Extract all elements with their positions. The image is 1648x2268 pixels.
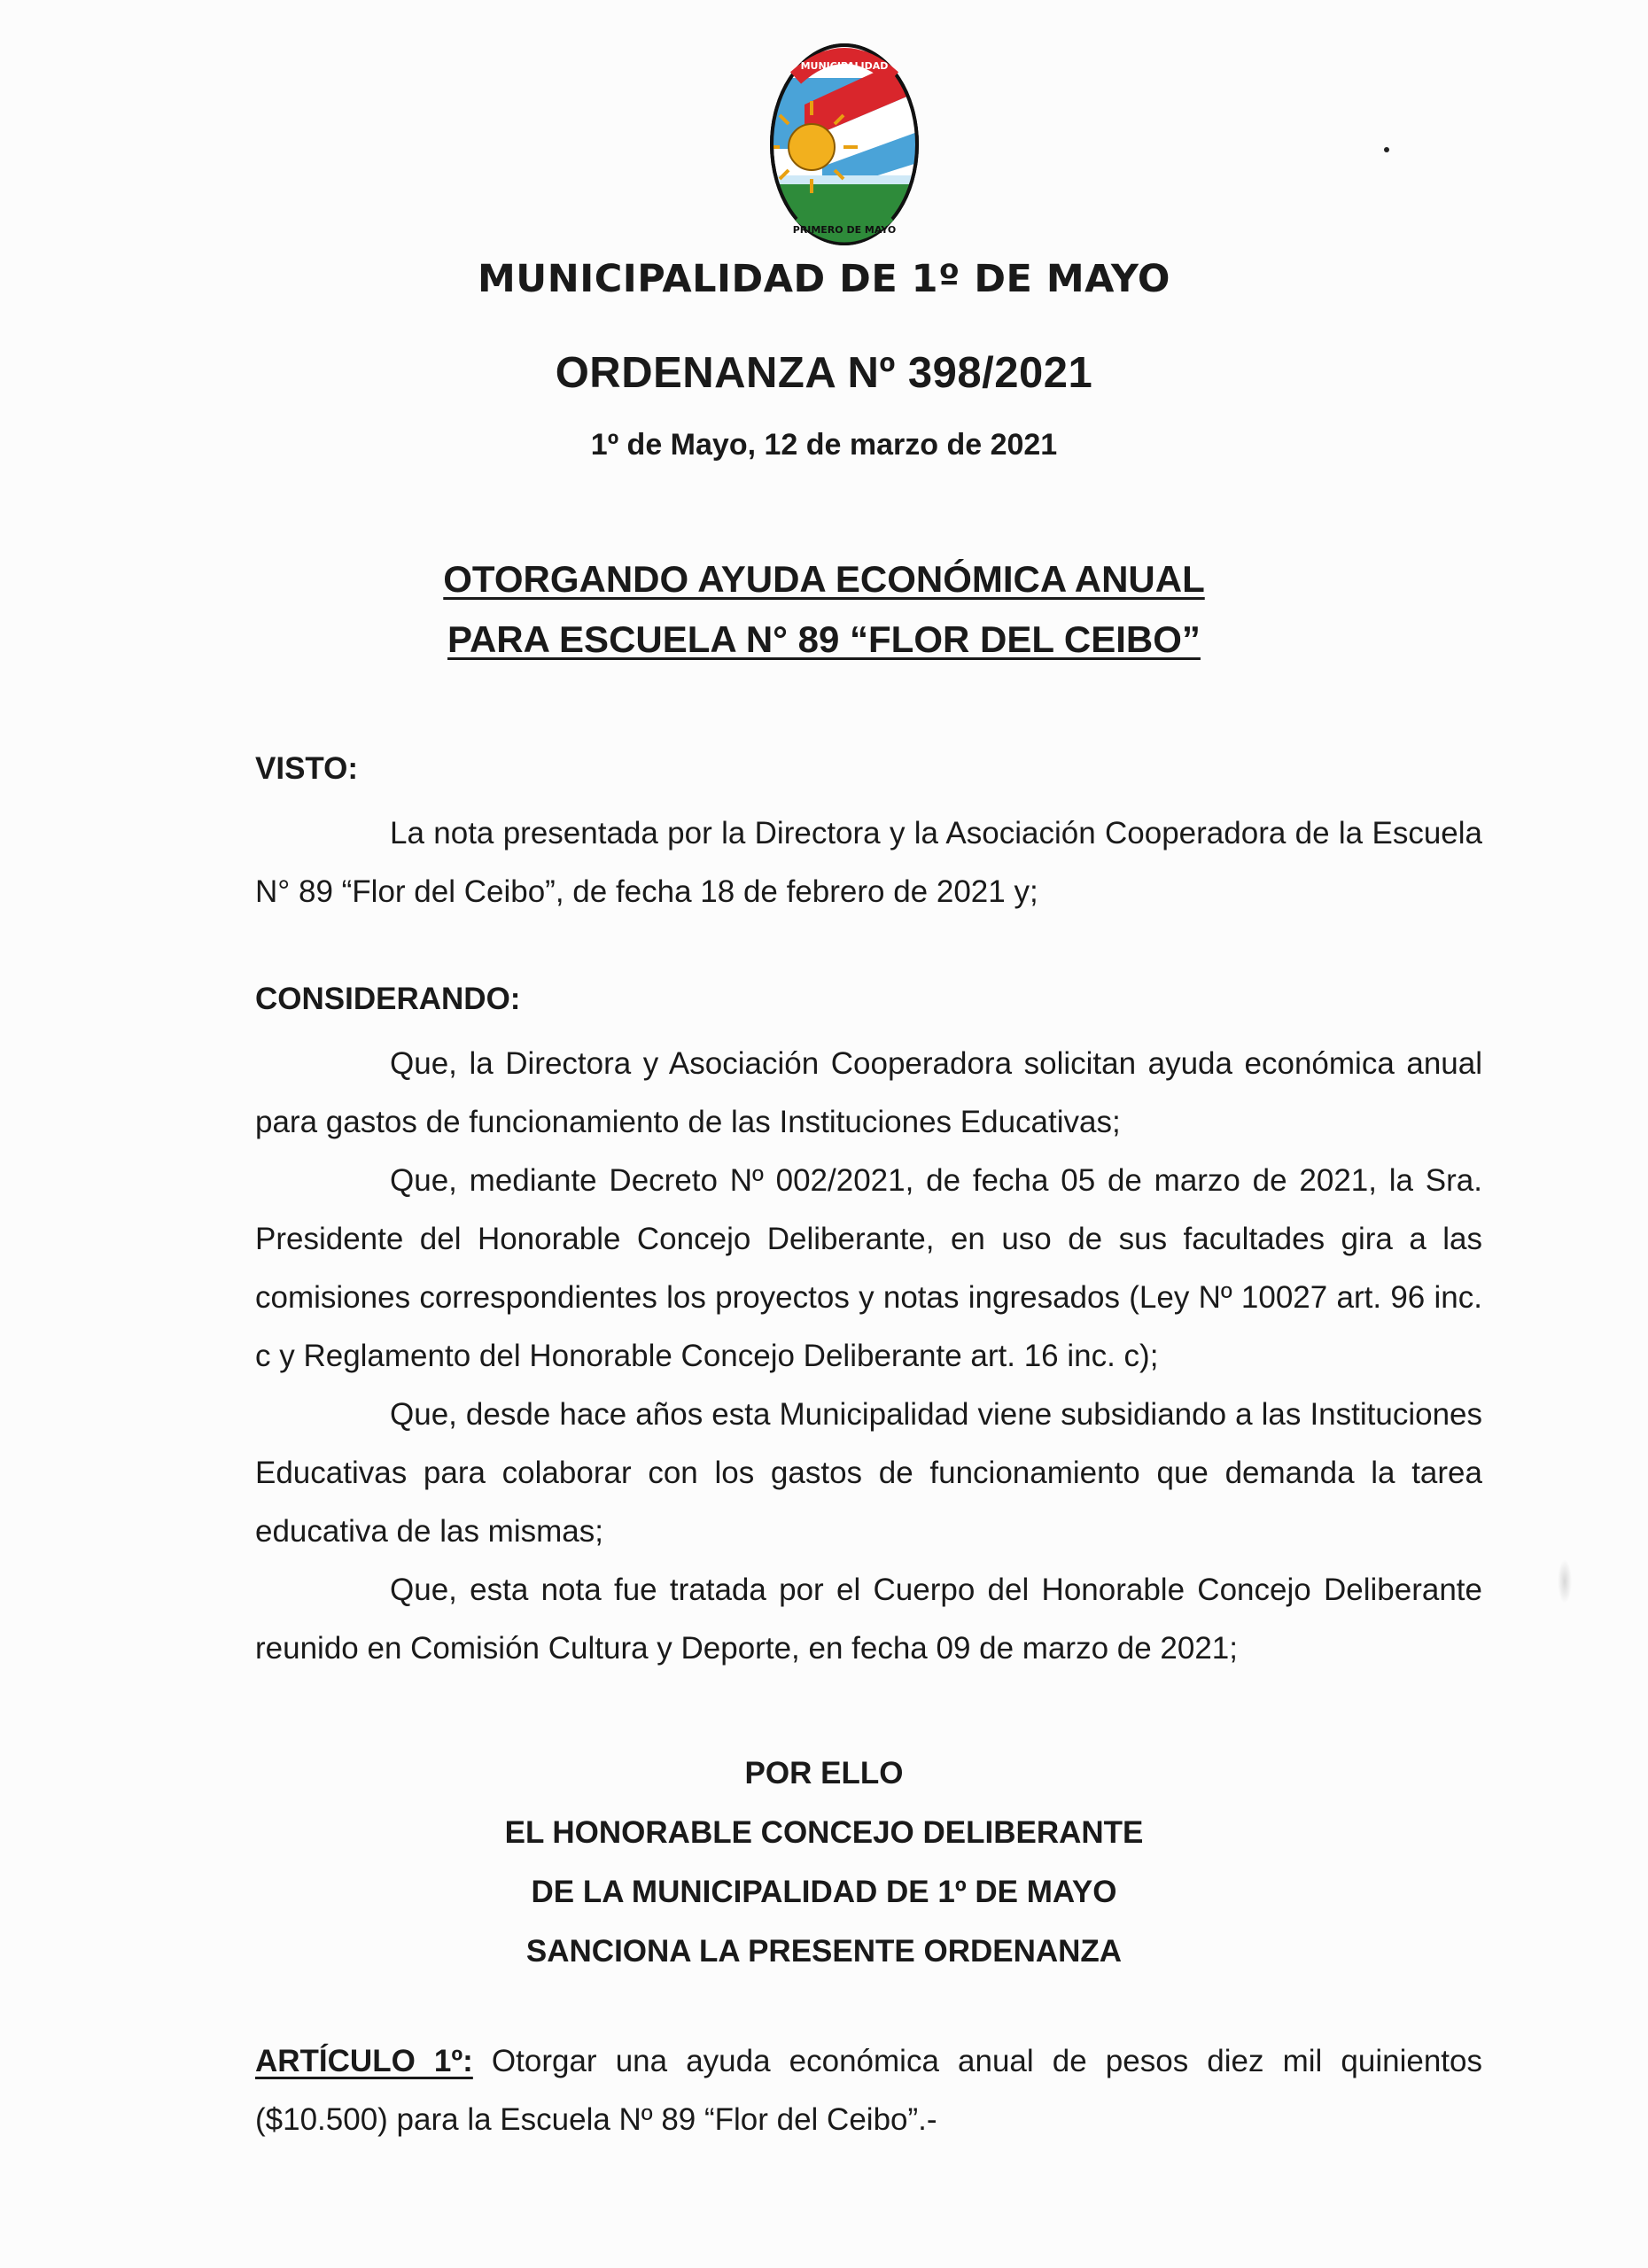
svg-text:PRIMERO DE MAYO: PRIMERO DE MAYO [792,224,897,236]
subject-line-1: OTORGANDO AYUDA ECONÓMICA ANUAL [443,558,1205,600]
article-1-text: Otorgar una ayuda económica anual de pesos diez mil quinientos ($10.500) para la Escuela Nº 89 “Flor del Ceibo”.- [255,2044,1482,2137]
article-1-label: ARTÍCULO 1º: [255,2044,473,2078]
considerando-heading: CONSIDERANDO: [255,982,521,1016]
scan-smudge [1558,1559,1572,1604]
article-1 [255,2032,1482,2149]
resolution-line-3: DE LA MUNICIPALIDAD DE 1º DE MAYO [531,1875,1117,1909]
scan-speck [1384,147,1389,152]
visto-heading: VISTO: [255,751,359,786]
resolution-line-1: POR ELLO [744,1756,904,1790]
ordinance-date: 1º de Mayo, 12 de marzo de 2021 [590,428,1058,462]
resolution-line-2: EL HONORABLE CONCEJO DELIBERANTE [504,1815,1144,1850]
municipal-seal-logo [769,43,920,246]
municipality-title: MUNICIPALIDAD DE 1º DE MAYO [478,257,1170,301]
considerando-paragraph-1: Que, la Directora y Asociación Cooperadora solicitan ayuda económica anual para gastos de funcionamiento de las Instituciones Educativas; [255,1046,1482,1139]
considerando-paragraph-2: Que, mediante Decreto Nº 002/2021, de fecha 05 de marzo de 2021, la Sra. Presidente del Honorable Concejo Deliberante, en uso de sus facultades gira a las comisiones correspondientes los proyectos y notas ingresados (Ley Nº 10027 art. 96 inc. c y Reglamento del Honorable Concejo Deliberante art. 16 inc. c); [255,1163,1482,1373]
resolution-block [0,1744,1648,1981]
visto-paragraph: La nota presentada por la Directora y la Asociación Cooperadora de la Escuela N° 89 “Flor del Ceibo”, de fecha 18 de febrero de 2021 y; [255,816,1482,909]
considerando-paragraph-4: Que, esta nota fue tratada por el Cuerpo del Honorable Concejo Deliberante reunido en Comisión Cultura y Deporte, en fecha 09 de marzo de 2021; [255,1573,1482,1666]
considerando-paragraph-3: Que, desde hace años esta Municipalidad viene subsidiando a las Instituciones Educativas para colaborar con los gastos de funcionamiento que demanda la tarea educativa de las mismas; [255,1397,1482,1549]
subject-line-2: PARA ESCUELA N° 89 “FLOR DEL CEIBO” [447,618,1201,660]
resolution-line-4: SANCIONA LA PRESENTE ORDENANZA [525,1934,1123,1969]
ordinance-title: ORDENANZA Nº 398/2021 [555,349,1093,397]
svg-text:MUNICIPALIDAD: MUNICIPALIDAD [800,60,889,72]
ordinance-subject [0,549,1648,670]
